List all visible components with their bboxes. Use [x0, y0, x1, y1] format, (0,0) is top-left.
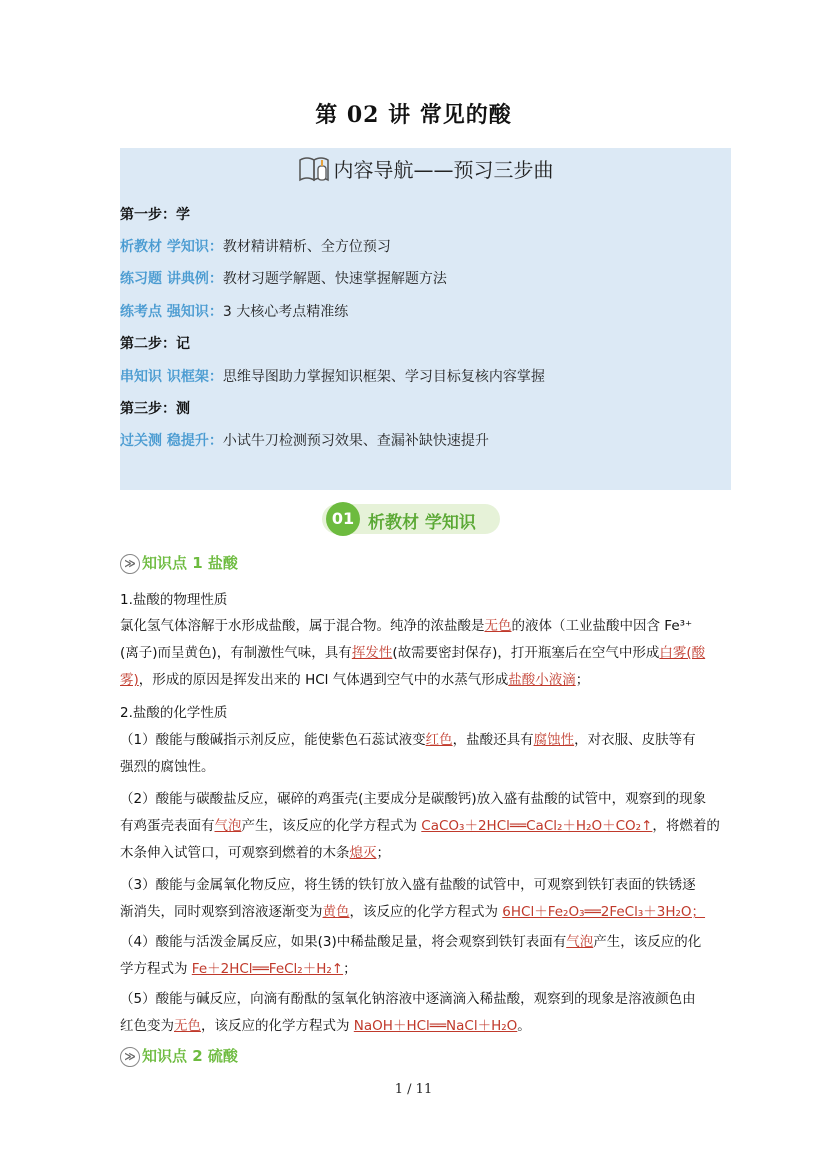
- paragraph-line: 氯化氢气体溶解于水形成盐酸，属于混合物。纯净的浓盐酸是无色的液体（工业盐酸中因含 Fe³⁺: [120, 618, 693, 634]
- nav-item-2: 练习题 讲典例：教材习题学解题、快速掌握解题方法: [120, 271, 447, 287]
- step2-label: 第二步：记: [120, 336, 190, 352]
- badge-number: 01: [326, 502, 360, 536]
- nav-item-3: 练考点 强知识：3 大核心考点精准练: [120, 304, 349, 320]
- paragraph-line: 学方程式为 Fe＋2HCl══FeCl₂＋H₂↑；: [120, 961, 357, 977]
- step3-label: 第三步：测: [120, 401, 190, 417]
- nav-item-1: 析教材 学知识：教材精讲精析、全方位预习: [120, 239, 391, 255]
- paragraph-line: 红色变为无色，该反应的化学方程式为 NaOH＋HCl══NaCl＋H₂O。: [120, 1018, 531, 1034]
- paragraph-line: 强烈的腐蚀性。: [120, 759, 215, 775]
- paragraph-line: 木条伸入试管口，可观察到燃着的木条熄灭；: [120, 845, 390, 861]
- knowledge-point-1: ≫ 知识点 1 盐酸: [120, 552, 238, 574]
- heading-physical: 1.盐酸的物理性质: [120, 592, 228, 608]
- content-navigation-box: [120, 148, 731, 490]
- paragraph-line: 有鸡蛋壳表面有气泡产生，该反应的化学方程式为 CaCO₃＋2HCl══CaCl₂＋H₂O＋CO₂↑，将燃着的: [120, 818, 720, 834]
- double-chevron-icon: ≫: [120, 554, 140, 574]
- nav-item-5: 过关测 稳提升：小试牛刀检测预习效果、查漏补缺快速提升: [120, 433, 489, 449]
- nav-item-4: 串知识 识框架：思维导图助力掌握知识框架、学习目标复核内容掌握: [120, 369, 545, 385]
- paragraph-line: (离子)而呈黄色)，有制激性气味，具有挥发性(故需要密封保存)，打开瓶塞后在空气中形成白雾(酸: [120, 645, 706, 661]
- badge-label: 析教材 学知识: [368, 513, 476, 533]
- heading-chemical: 2.盐酸的化学性质: [120, 705, 228, 721]
- paragraph-line: 雾)，形成的原因是挥发出来的 HCl 气体遇到空气中的水蒸气形成盐酸小液滴；: [120, 672, 590, 688]
- nav-heading: 内容导航——预习三步曲: [333, 158, 554, 182]
- page-number: 1 / 11: [394, 1082, 433, 1097]
- double-chevron-icon: ≫: [120, 1047, 140, 1067]
- paragraph-line: （1）酸能与酸碱指示剂反应，能使紫色石蕊试液变红色，盐酸还具有腐蚀性，对衣服、皮肤等有: [120, 732, 696, 748]
- paragraph-line: （5）酸能与碱反应，向滴有酚酞的氢氧化钠溶液中逐滴滴入稀盐酸，观察到的现象是溶液颜色由: [120, 991, 696, 1007]
- paragraph-line: （2）酸能与碳酸盐反应，碾碎的鸡蛋壳(主要成分是碳酸钙)放入盛有盐酸的试管中，观察到的现象: [120, 791, 707, 807]
- paragraph-line: 渐消失，同时观察到溶液逐渐变为黄色，该反应的化学方程式为 6HCl＋Fe₂O₃══2FeCl₃＋3H₂O；: [120, 904, 706, 920]
- step1-label: 第一步：学: [120, 207, 190, 223]
- page-title: 第 02 讲 常见的酸: [315, 102, 512, 128]
- knowledge-point-2: ≫ 知识点 2 硫酸: [120, 1045, 238, 1067]
- paragraph-line: （3）酸能与金属氧化物反应，将生锈的铁钉放入盛有盐酸的试管中，可观察到铁钉表面的铁锈逐: [120, 877, 696, 893]
- nav-heading-row: [120, 154, 731, 189]
- section-badge: [322, 500, 500, 536]
- book-icon: [298, 154, 332, 189]
- paragraph-line: （4）酸能与活泼金属反应，如果(3)中稀盐酸足量，将会观察到铁钉表面有气泡产生，该反应的化: [120, 934, 702, 950]
